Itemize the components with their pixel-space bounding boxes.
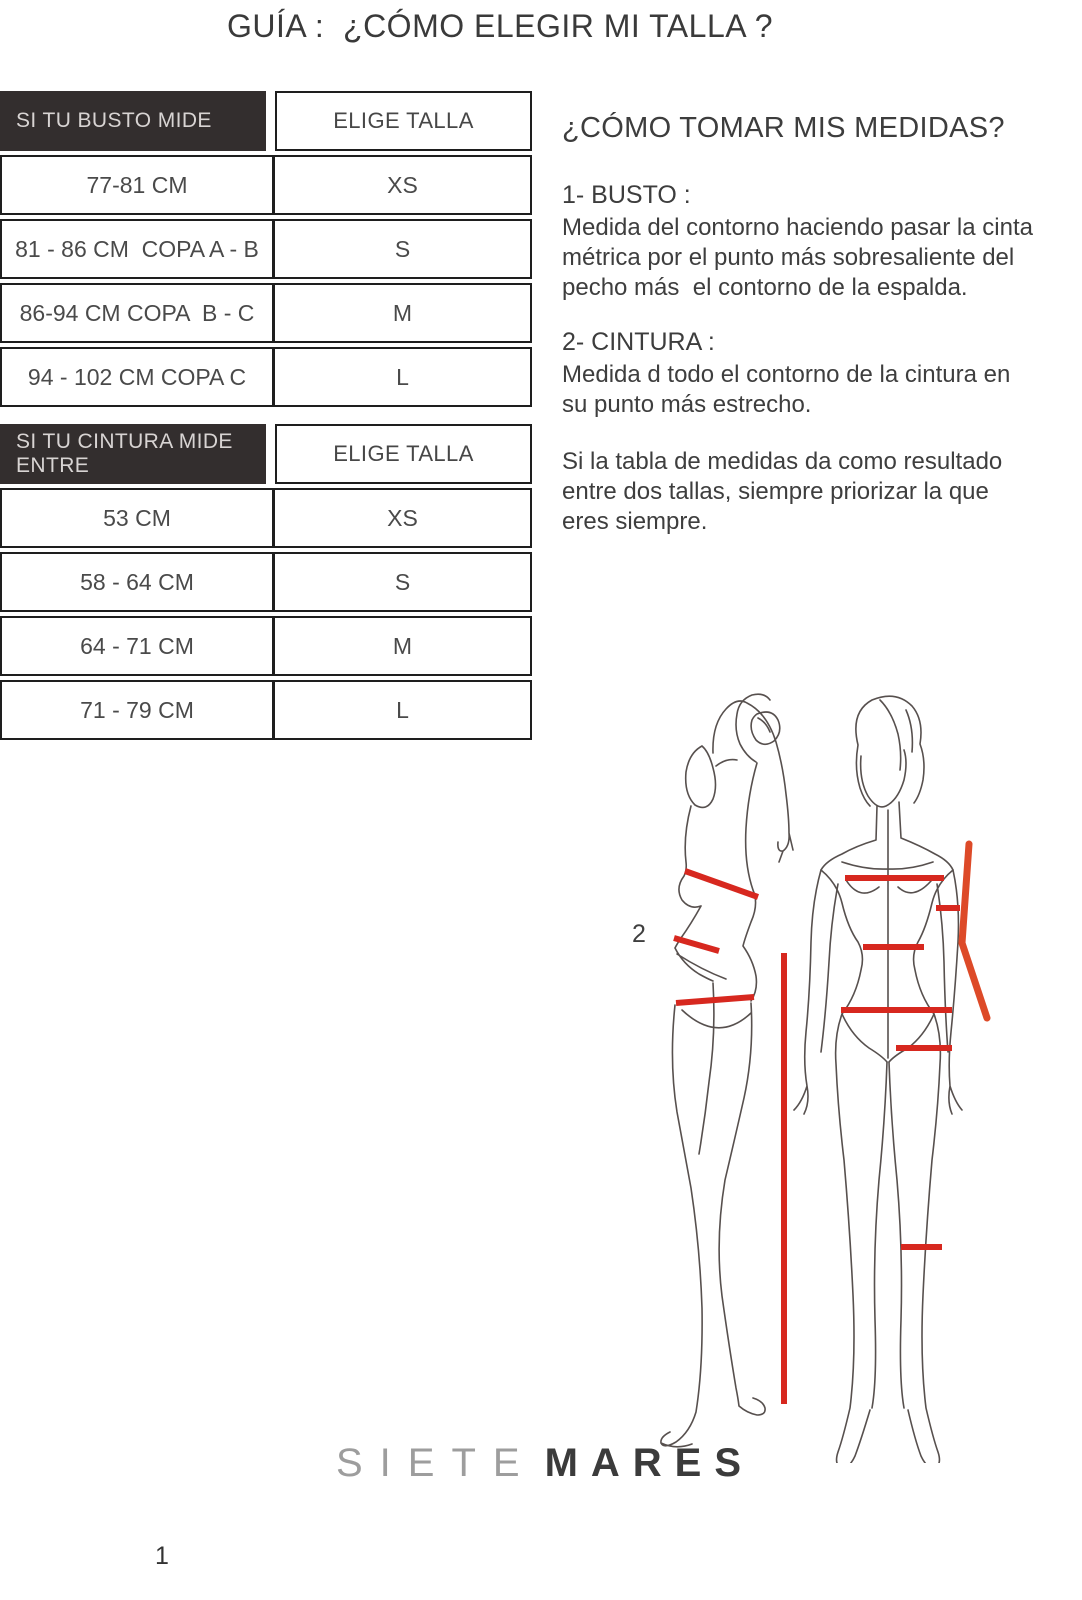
measure-cell: 53 CM: [2, 490, 275, 546]
measure-cell: 81 - 86 CM COPA A - B: [2, 221, 275, 277]
sketch-raised-arm: [686, 701, 793, 862]
brand-logo: [0, 1441, 1082, 1486]
waist-size-header: ELIGE TALLA: [275, 424, 532, 484]
page-title: GUÍA : ¿CÓMO ELEGIR MI TALLA ?: [226, 8, 773, 44]
table-row: [0, 616, 532, 676]
sizing-note: Si la tabla de medidas da como resultado entre dos tallas, siempre priorizar la que eres siempre.: [562, 448, 1009, 535]
bust-size-header: ELIGE TALLA: [275, 91, 532, 151]
table-row: [0, 347, 532, 407]
waist-criterion-header: SI TU CINTURA MIDE ENTRE: [0, 424, 266, 484]
sketch-head: [736, 694, 780, 762]
size-cell: M: [392, 632, 413, 659]
sketch-legs: [836, 1014, 941, 1463]
table-row: [0, 219, 532, 279]
size-cell: S: [394, 235, 411, 262]
measure-cell: 58 - 64 CM: [2, 554, 275, 610]
table-row: [0, 552, 532, 612]
measure-cell: 64 - 71 CM: [2, 618, 275, 674]
size-cell: XS: [387, 504, 418, 531]
waist-size-table: [0, 424, 532, 744]
waist-instruction-section: [562, 328, 1042, 420]
waist-table-header: [0, 424, 532, 484]
instructions-heading: ¿CÓMO TOMAR MIS MEDIDAS?: [562, 112, 1005, 144]
bust-table-header: [0, 91, 532, 151]
size-cell: XS: [387, 171, 418, 198]
measure-cell: 94 - 102 CM COPA C: [2, 349, 275, 405]
table-row: [0, 488, 532, 548]
side-waist-measurement-line: [674, 938, 719, 951]
size-cell: L: [396, 696, 409, 723]
side-hip-measurement-line: [676, 997, 754, 1003]
waist-instruction-label: 2- CINTURA :: [562, 328, 715, 356]
size-cell: M: [392, 299, 413, 326]
size-cell: S: [394, 568, 411, 595]
bust-instruction-label: 1- BUSTO :: [562, 181, 691, 209]
page-number: 1: [155, 1542, 169, 1570]
measure-cell: 71 - 79 CM: [2, 682, 275, 738]
front-view-figure-sketch: [794, 696, 987, 1463]
waist-instruction-text: Medida d todo el contorno de la cintura en su punto más estrecho.: [562, 361, 1017, 418]
size-cell: L: [396, 363, 409, 390]
bust-instruction-text: Medida del contorno haciendo pasar la cinta métrica por el punto más sobresaliente del pecho más el contorno de la espalda.: [562, 214, 1040, 301]
brand-word-mares: MARES: [544, 1441, 755, 1485]
brand-word-siete: SIETE: [335, 1441, 537, 1485]
measuring-instructions: [562, 112, 1042, 537]
bust-size-table: [0, 91, 532, 411]
side-bust-measurement-line: [685, 871, 758, 897]
table-row: [0, 155, 532, 215]
measure-cell: 77-81 CM: [2, 157, 275, 213]
side-view-figure-sketch: [661, 694, 793, 1447]
bust-criterion-header: SI TU BUSTO MIDE: [0, 91, 266, 151]
waist-marker-label: 2: [632, 920, 646, 948]
sketch-torso: [821, 802, 953, 1062]
sketch-legs: [661, 983, 765, 1447]
measure-cell: 86-94 CM COPA B - C: [2, 285, 275, 341]
table-row: [0, 283, 532, 343]
table-row: [0, 680, 532, 740]
bust-instruction-section: [562, 181, 1042, 303]
sketch-head: [856, 696, 924, 807]
arm-length-measurement-line: [962, 844, 987, 1018]
measurement-figures-illustration: [600, 688, 1020, 1463]
